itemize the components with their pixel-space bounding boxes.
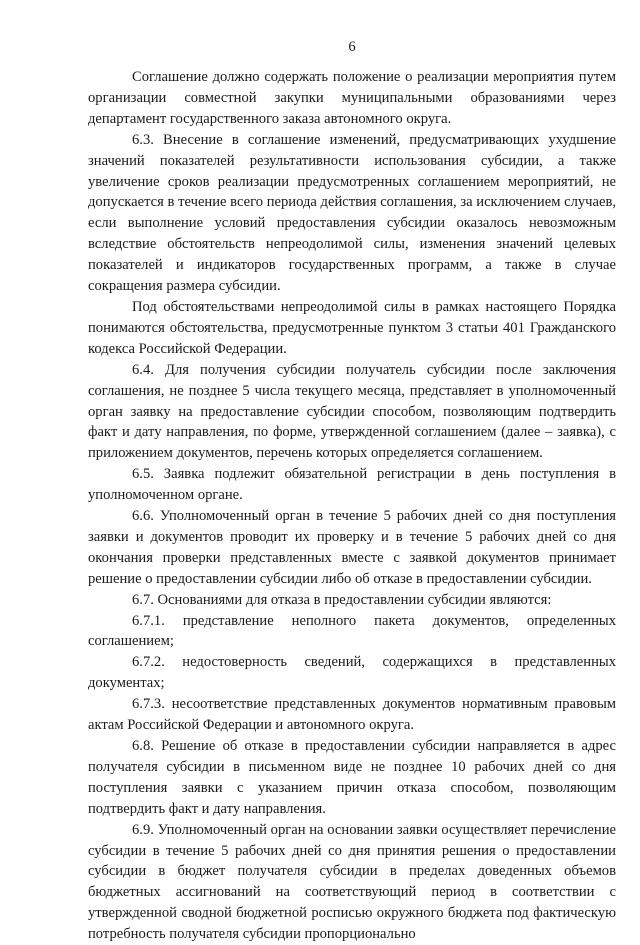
paragraph-6-5: 6.5. Заявка подлежит обязательной регистрации в день поступления в уполномоченном органе. (88, 466, 616, 504)
paragraph-6-3: 6.3. Внесение в соглашение изменений, предусматривающих ухудшение значений показателей результативности использования субсидии, а также увеличение сроков реализации предусмотренных соглашением мероприятий, не допускается в течение всего периода действия соглашения, за исключением случаев, если выполнение условий предоставления субсидии оказалось невозможным вследствие обстоятельств непреодолимой силы, изменения значений целевых показателей и индикаторов государственных программ, а также в случае сокращения размера субсидии. (88, 131, 616, 295)
document-page (88, 38, 616, 945)
paragraph-agreement-joint-procurement: Соглашение должно содержать положение о реализации мероприятия путем организации совместной закупки муниципальными образованиями через департамент государственного заказа автономного округа. (88, 69, 616, 127)
paragraph-6-7-2: 6.7.2. недостоверность сведений, содержащихся в представленных документах; (88, 654, 616, 692)
paragraph-6-8: 6.8. Решение об отказе в предоставлении субсидии направляется в адрес получателя субсидии в письменном виде не позднее 10 рабочих дней со дня поступления заявки с указанием причин отказа способом, позволяющим подтвердить факт и дату направления. (88, 738, 616, 817)
page-number: 6 (348, 39, 356, 55)
paragraph-6-6: 6.6. Уполномоченный орган в течение 5 рабочих дней со дня поступления заявки и документов проводит их проверку и в течение 5 рабочих дней со дня окончания проверки представленных вместе с заявкой документов принимает решение о предоставлении субсидии либо об отказе в предоставлении субсидии. (88, 508, 616, 587)
paragraph-6-7: 6.7. Основаниями для отказа в предоставлении субсидии являются: (132, 591, 552, 608)
paragraph-6-7-1: 6.7.1. представление неполного пакета документов, определенных соглашением; (88, 612, 616, 650)
paragraph-6-9: 6.9. Уполномоченный орган на основании заявки осуществляет перечисление субсидии в течение 5 рабочих дней со дня принятия решения о предоставлении субсидии в бюджет получателя субсидии в пределах доведенных объемов бюджетных ассигнований на соответствующий период в соответствии с утвержденной сводной бюджетной росписью окружного бюджета под фактическую потребность получателя субсидии пропорционально (88, 821, 616, 943)
paragraph-6-4: 6.4. Для получения субсидии получатель субсидии после заключения соглашения, не позднее 5 числа текущего месяца, представляет в уполномоченный орган заявку на предоставление субсидии способом, позволяющим подтвердить факт и дату направления, по форме, утвержденной соглашением (далее – заявка), с приложением документов, перечень которых определяется соглашением. (88, 361, 616, 462)
paragraph-6-7-3: 6.7.3. несоответствие представленных документов нормативным правовым актам Российской Федерации и автономного округа. (88, 696, 616, 734)
paragraph-force-majeure: Под обстоятельствами непреодолимой силы в рамках настоящего Порядка понимаются обстоятельства, предусмотренные пунктом 3 статьи 401 Гражданского кодекса Российской Федерации. (88, 298, 616, 357)
